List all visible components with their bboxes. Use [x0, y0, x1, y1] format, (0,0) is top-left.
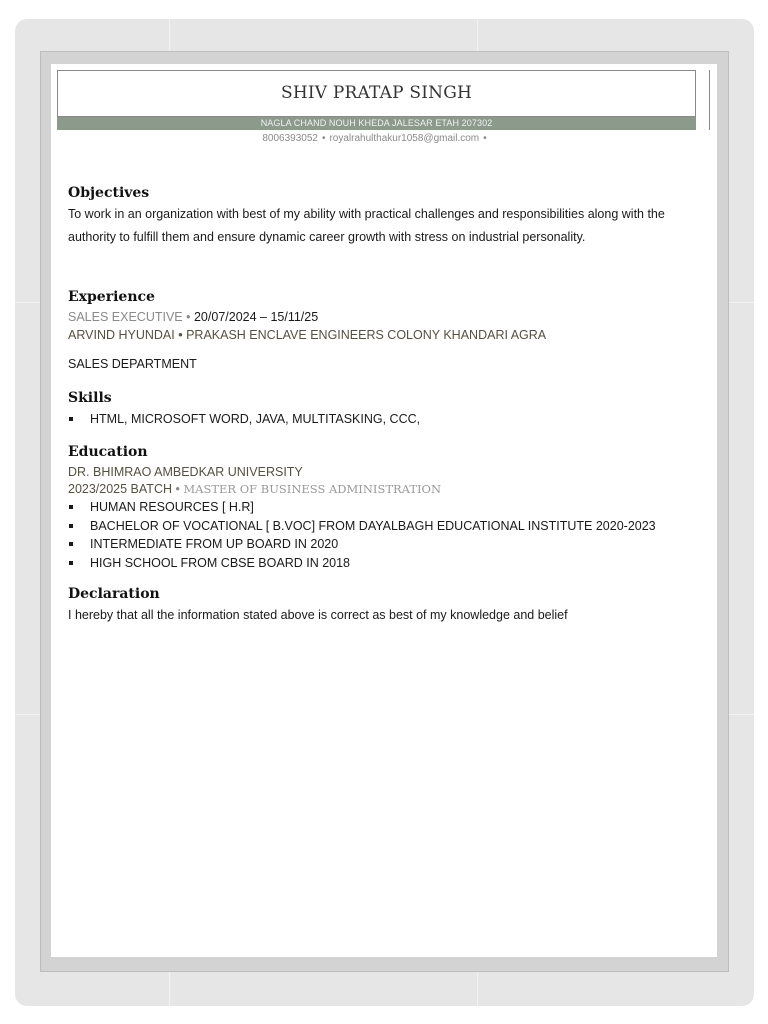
- skills-heading: Skills: [68, 390, 112, 406]
- degree: MASTER OF BUSINESS ADMINISTRATION: [183, 482, 442, 496]
- job-role: SALES EXECUTIVE: [68, 310, 183, 324]
- experience-company-line: [68, 328, 546, 342]
- education-list: [68, 498, 656, 572]
- skill-text: HTML, MICROSOFT WORD, JAVA, MULTITASKING, CCC,: [90, 412, 421, 426]
- batch: 2023/2025 BATCH: [68, 482, 172, 496]
- name-header-box: [57, 70, 696, 117]
- candidate-name: SHIV PRATAP SINGH: [280, 83, 473, 103]
- email-address[interactable]: royalrahulthakur1058@gmail.com: [329, 133, 480, 144]
- university-name: DR. BHIMRAO AMBEDKAR UNIVERSITY: [68, 465, 303, 479]
- bullet-square-icon: [69, 505, 73, 509]
- bullet-square-icon: [69, 524, 73, 528]
- header-side-rule: [709, 70, 710, 130]
- department: SALES DEPARTMENT: [68, 357, 197, 371]
- education-degree-line: [68, 482, 441, 496]
- separator-dot: •: [175, 482, 180, 496]
- list-item: [68, 517, 656, 536]
- separator-dot: •: [321, 133, 326, 144]
- bullet-square-icon: [69, 561, 73, 565]
- list-item: [68, 535, 656, 554]
- declaration-heading: Declaration: [68, 586, 160, 602]
- phone-number: 8006393052: [262, 133, 318, 144]
- separator-dot: •: [178, 328, 183, 342]
- bullet-square-icon: [69, 542, 73, 546]
- objectives-text: To work in an organization with best of my ability with practical challenges and responsibilities along with the authority to fulfill them and ensure dynamic career growth with stress on industrial personality.: [68, 207, 665, 244]
- education-item-text: INTERMEDIATE FROM UP BOARD IN 2020: [90, 537, 339, 551]
- separator-dot: •: [483, 133, 487, 144]
- separator-dot: •: [186, 310, 191, 324]
- list-item: [68, 410, 420, 429]
- education-item-text: HIGH SCHOOL FROM CBSE BOARD IN 2018: [90, 555, 351, 570]
- contact-line: [57, 133, 696, 144]
- education-heading: Education: [68, 444, 148, 460]
- address-bar: NAGLA CHAND NOUH KHEDA JALESAR ETAH 207302: [57, 117, 696, 130]
- experience-heading: Experience: [68, 289, 155, 305]
- experience-role-line: [68, 310, 318, 324]
- company-name: ARVIND HYUNDAI: [68, 328, 175, 342]
- list-item: [68, 554, 656, 573]
- bullet-square-icon: [69, 417, 73, 421]
- declaration-text: I hereby that all the information stated above is correct as best of my knowledge and belief: [68, 608, 568, 622]
- list-item: [68, 498, 656, 517]
- objectives-heading: Objectives: [68, 185, 150, 201]
- education-item-text: HUMAN RESOURCES [ H.R]: [90, 500, 254, 514]
- education-item-text: BACHELOR OF VOCATIONAL [ B.VOC] FROM DAYALBAGH EDUCATIONAL INSTITUTE 2020-2023: [90, 518, 656, 533]
- skills-list: [68, 410, 420, 429]
- job-dates: 20/07/2024 – 15/11/25: [193, 310, 319, 324]
- company-location: PRAKASH ENCLAVE ENGINEERS COLONY KHANDARI AGRA: [186, 328, 547, 342]
